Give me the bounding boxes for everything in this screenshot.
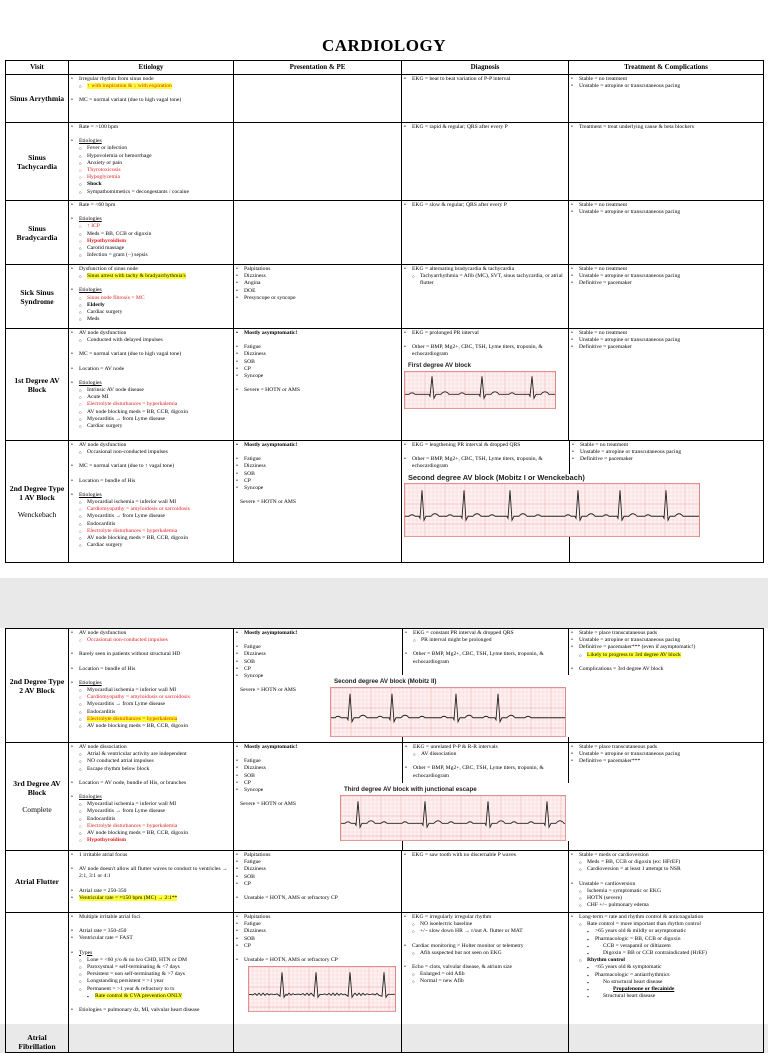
etiology-item: • Etiologies xyxy=(77,287,231,294)
etiology-item: ○ Meds xyxy=(85,316,231,323)
etiology-cell xyxy=(69,441,234,563)
presentation-item: • SOB xyxy=(242,936,399,943)
presentation-item: Severe = HOTN or AMS xyxy=(240,499,296,506)
presentation-item: • Fatigue xyxy=(242,921,399,928)
treatment-item: • Definitive = pacemaker xyxy=(578,456,762,463)
ekg-figure xyxy=(330,675,570,737)
treatment-item: • Unstable = atropine or transcutaneous pacing xyxy=(577,209,761,216)
presentation-item: • SOB xyxy=(242,874,399,881)
etiology-item: • Multiple irritable atrial foci xyxy=(77,914,231,921)
treatment-item: • Stable = no treatment xyxy=(578,442,762,449)
etiology-item: • Location = AV node, bundle of His, or branches xyxy=(77,780,231,787)
visit-cell: Sinus Arrythmia xyxy=(6,75,69,123)
etiology-item: ○ Electrolyte disturbances = hyperkalemia xyxy=(85,401,231,408)
etiology-item: ○ Carotid massage xyxy=(85,245,231,252)
presentation-item: • Dizziness xyxy=(242,463,399,470)
etiology-item: ○ Thyrotoxicosis xyxy=(85,167,231,174)
ekg-caption: Third degree AV block with junctional escape xyxy=(344,786,477,793)
etiology-item: • MC = normal variant (due to ↑ vagal tone) xyxy=(77,463,231,470)
etiology-item: • AV node doesn't allow all flutter waves to conduct to ventricles → 2:1, 3:1 or 4:1 xyxy=(77,866,231,880)
etiology-item: ○ Hypothyroidism xyxy=(85,238,231,245)
diagnosis-item: ○ AV dissociation xyxy=(419,751,565,758)
presentation-item: • Fatigue xyxy=(242,859,399,866)
diagnosis-item: • EKG = prolonged PR interval xyxy=(410,330,566,337)
visit-cell: Sinus Tachycardia xyxy=(6,123,69,201)
presentation-cell xyxy=(234,201,402,265)
presentation-item: • Dizziness xyxy=(242,928,399,935)
presentation-item: • SOB xyxy=(242,773,398,780)
treatment-cell xyxy=(569,201,764,265)
etiology-item: Ventricular rate = ≈150 bpm (MC) → 2:1** xyxy=(79,894,178,901)
diagnosis-item: • Other = BMP, Mg2+, CBC, TSH, Lyme titers, troponin, & echocardiogram xyxy=(410,456,566,470)
diagnosis-item: ○ +/− slow down HR → r/out A. flutter or MAT xyxy=(418,928,566,935)
presentation-item: Severe = HOTN or AMS xyxy=(240,801,296,808)
etiology-item: ○ Myocardial ischemia = inferior wall MI xyxy=(85,499,231,506)
etiology-item: • Dysfunction of sinus node xyxy=(77,266,231,273)
treatment-cell xyxy=(569,629,764,743)
presentation-item: • Mostly asymptomatic! xyxy=(242,630,398,637)
diagnosis-cell xyxy=(402,123,569,201)
ekg-figure xyxy=(340,783,570,841)
diagnosis-item: ○ Normal = new Afib xyxy=(418,978,566,985)
treatment-cell xyxy=(569,75,764,123)
header-diagnosis: Diagnosis xyxy=(402,61,569,75)
ekg-figure xyxy=(404,474,704,537)
diagnosis-cell xyxy=(402,75,569,123)
treatment-item: ▪ CCB = verapamil or diltiazem xyxy=(593,943,761,950)
etiology-item: ○ Meds = BB, CCB or digoxin xyxy=(85,231,231,238)
treatment-item: ▪ Pharmacologic = BB, CCB or digoxin xyxy=(593,936,761,943)
etiology-item: • Etiologies xyxy=(77,680,231,687)
visit-cell xyxy=(6,743,69,851)
etiology-item: • Etiologies xyxy=(77,794,231,801)
etiology-item: ○ Cardiac surgery xyxy=(85,309,231,316)
etiology-item: • Types xyxy=(77,950,231,957)
cardiology-table-continued xyxy=(5,628,764,1053)
visit-cell: Sick Sinus Syndrome xyxy=(6,265,69,329)
etiology-item: • Location = bundle of His xyxy=(77,478,231,485)
diagnosis-cell xyxy=(402,329,569,441)
page-2 xyxy=(0,628,768,1051)
presentation-item: • CP xyxy=(242,478,399,485)
presentation-item: • Syncope xyxy=(242,373,399,380)
etiology-item: ○ Atrial & ventricular activity are independent xyxy=(85,751,231,758)
etiology-item: ○ Myocardial ischemia = inferior wall MI xyxy=(85,801,231,808)
visit-cell: Atrial Flutter xyxy=(6,851,69,913)
page-title: CARDIOLOGY xyxy=(321,36,446,55)
diagnosis-item: ○ NO isoelectric baseline xyxy=(418,921,566,928)
etiology-item: ○ Myocardial ischemia = inferior wall MI xyxy=(85,687,231,694)
etiology-item: ○ Permanent = >1 year & refractory to tx xyxy=(85,986,231,993)
etiology-item: ○ Myocarditis → from Lyme disease xyxy=(85,416,231,423)
treatment-item: • Unstable = atropine or transcutaneous pacing xyxy=(577,751,761,758)
treatment-item: • Unstable = atropine or transcutaneous pacing xyxy=(577,83,761,90)
etiology-item: ○ Sinus node fibrosis = MC xyxy=(85,295,231,302)
presentation-item: • Dizziness xyxy=(242,351,399,358)
treatment-cell xyxy=(569,913,764,1053)
treatment-cell xyxy=(569,851,764,913)
treatment-item: ○ HOTN (severe) xyxy=(585,895,761,902)
etiology-item: ○ Conducted with delayed impulses xyxy=(85,337,231,344)
etiology-item: ○ Lone = <60 y/o & no h/o CHD, HTN or DM xyxy=(85,957,231,964)
etiology-item: ○ Occasional non-conducted impulses xyxy=(85,637,231,644)
presentation-item: • Syncope xyxy=(242,787,398,794)
diagnosis-item: • Other = BMP, Mg2+, CBC, TSH, Lyme titers, troponin, & echocardiogram xyxy=(411,651,565,665)
treatment-item: • Stable = no treatment xyxy=(577,330,761,337)
etiology-item: ○ AV node blocking meds = BB, CCB, digoxin xyxy=(85,723,231,730)
treatment-item: • Definitive = pacemaker*** xyxy=(577,758,761,765)
presentation-cell xyxy=(234,629,569,743)
treatment-item: • Definitive = pacemaker xyxy=(577,344,761,351)
etiology-item: • Location = AV node xyxy=(77,366,231,373)
cardiology-table xyxy=(5,60,764,563)
presentation-cell xyxy=(234,123,402,201)
etiology-item: ↑ with inspiration & ↓ with expiration xyxy=(87,83,172,90)
presentation-item: • Severe = HOTN or AMS xyxy=(242,387,399,394)
ekg-figure xyxy=(248,966,399,1012)
treatment-item: ○ Ischemia = symptomatic or EKG xyxy=(585,888,761,895)
etiology-item: • Atrial rate = 350-450 xyxy=(77,928,231,935)
diagnosis-cell xyxy=(402,851,569,913)
visit-title: 3rd Degree AV Block xyxy=(13,779,61,797)
presentation-item: • Palpitations xyxy=(242,914,399,921)
etiology-cell xyxy=(69,75,234,123)
header-visit: Visit xyxy=(6,61,69,75)
row-sinus-bradycardia xyxy=(6,201,764,265)
treatment-item: • Stable = meds or cardioversion xyxy=(577,852,761,859)
treatment-item: ▪ Pharmacologic = antiarrhythmics xyxy=(593,972,761,979)
presentation-item: • Mostly asymptomatic! xyxy=(242,744,398,751)
treatment-item: • Stable = no treatment xyxy=(577,202,761,209)
visit-cell: 2nd Degree Type 2 AV Block xyxy=(6,629,69,743)
ekg-strip xyxy=(248,966,396,1012)
etiology-item: • Location = bundle of His xyxy=(77,666,231,673)
treatment-item: • Unstable = atropine or transcutaneous pacing xyxy=(577,273,761,280)
treatment-item: ○ CHF +/− pulmonary edema xyxy=(585,902,761,909)
diagnosis-item: • EKG = saw tooth with no discernable P waves xyxy=(410,852,566,859)
treatment-item: ○ Cardioversion = at least 1 attempt to NSR xyxy=(585,866,761,873)
diagnosis-cell xyxy=(402,913,569,1053)
visit-subtitle: Wenckebach xyxy=(17,510,57,519)
etiology-item: ○ Sympathomimetics = decongestants / cocaine xyxy=(85,189,231,196)
etiology-item: • Atrial rate = 250-350 xyxy=(77,888,231,895)
header-etiology: Etiology xyxy=(69,61,234,75)
row-sick-sinus xyxy=(6,265,764,329)
etiology-item: • AV node dysfunction xyxy=(77,630,231,637)
etiology-item: ○ Cardiomyopathy = amyloidosis or sarcoidosis xyxy=(85,506,231,513)
etiology-item: ○ Shock xyxy=(85,181,231,188)
etiology-item: ○ AV node blocking meds = BB, CCB, digoxin xyxy=(85,535,231,542)
diagnosis-item: • EKG = rapid & regular; QRS after every P xyxy=(410,124,566,131)
etiology-item: ○ Longstanding persistent = >1 year xyxy=(85,978,231,985)
presentation-item: • SOB xyxy=(242,659,398,666)
header-presentation: Presentation & PE xyxy=(234,61,402,75)
diagnosis-item: • EKG = slow & regular; QRS after every P xyxy=(410,202,566,209)
etiology-item: ○ Electrolyte disturbances = hyperkalemia xyxy=(85,528,231,535)
presentation-cell xyxy=(234,441,402,563)
row-sinus-tachycardia xyxy=(6,123,764,201)
presentation-item: • Syncope xyxy=(242,673,398,680)
diagnosis-item: ○ Tachyarrhythmia = Afib (MC), SVT, sinus tachycardia, or atrial flutter xyxy=(418,273,566,287)
etiology-item: • MC = normal variant (due to high vagal tone) xyxy=(77,351,231,358)
presentation-item: • CP xyxy=(242,780,398,787)
presentation-item: • CP xyxy=(242,366,399,373)
treatment-item: • Long-term = rate and rhythm control & anticoagulation xyxy=(577,914,761,921)
treatment-item: • Definitive = pacemaker*** (even if asymptomatic!) xyxy=(577,644,761,651)
ekg-strip xyxy=(404,483,700,537)
etiology-item: • AV node dysfunction xyxy=(77,330,231,337)
etiology-cell xyxy=(69,913,234,1053)
presentation-item: • Fatigue xyxy=(242,456,399,463)
etiology-item: ○ Cardiac surgery xyxy=(85,542,231,549)
presentation-item: • SOB xyxy=(242,359,399,366)
treatment-item: ○ Rate control = more important than rhythm control xyxy=(585,921,761,928)
treatment-item: ▪ No structural heart disease xyxy=(593,979,761,986)
presentation-item: • Dizziness xyxy=(242,273,399,280)
etiology-cell xyxy=(69,851,234,913)
ekg-trace xyxy=(405,376,555,398)
visit-cell: Atrial Fibrillation xyxy=(6,913,69,1053)
diagnosis-item: ○ PR interval might be prolonged xyxy=(419,637,565,644)
etiology-item: ○ Hypothyroidism xyxy=(85,837,231,844)
treatment-item: Likely to progress to 3rd degree AV block xyxy=(587,651,681,658)
etiology-cell xyxy=(69,123,234,201)
etiology-item: • Rate = <60 bpm xyxy=(77,202,231,209)
etiology-item: ○ AV node blocking meds = BB, CCB, digoxin xyxy=(85,409,231,416)
row-first-degree-av-block xyxy=(6,329,764,441)
treatment-item: • Stable = place transcutaneous pads xyxy=(577,744,761,751)
ekg-caption: Second degree AV block (Mobitz I or Wenckebach) xyxy=(408,472,585,482)
etiology-item: Rate control & CVA prevention ONLY xyxy=(95,992,183,999)
ekg-strip xyxy=(404,371,556,409)
etiology-item: ○ NO conducted atrial impulses xyxy=(85,758,231,765)
etiology-item: • MC = normal variant (due to high vagal tone) xyxy=(77,97,231,104)
treatment-item: • Stable = no treatment xyxy=(577,76,761,83)
presentation-item: • CP xyxy=(242,666,398,673)
row-second-degree-type1 xyxy=(6,441,764,563)
etiology-item: • 1 irritable atrial focus xyxy=(77,852,231,859)
etiology-item: ○ Cardiomyopathy = amyloidosis or sarcoidosis xyxy=(85,694,231,701)
treatment-item: • Unstable = cardioversion xyxy=(577,881,761,888)
diagnosis-item: • EKG = irregularly irregular rhythm xyxy=(410,914,566,921)
etiology-item: ○ Infection = gram (−) sepsis xyxy=(85,252,231,259)
etiology-item: • Etiologies xyxy=(77,492,231,499)
diagnosis-item: • EKG = constant PR interval & dropped QRS xyxy=(411,630,565,637)
etiology-cell xyxy=(69,743,234,851)
etiology-item: ○ Myocarditis → from Lyme disease xyxy=(85,701,231,708)
presentation-cell xyxy=(234,851,402,913)
header-row xyxy=(6,61,764,75)
treatment-item: • Unstable = atropine or transcutaneous pacing xyxy=(578,449,762,456)
ekg-figure xyxy=(404,362,566,409)
diagnosis-item: • Cardiac monitoring = Holter monitor or telemetry xyxy=(410,943,566,950)
presentation-item: • Angina xyxy=(242,280,399,287)
etiology-item: ○ Paroxysmal = self-terminating & <7 days xyxy=(85,964,231,971)
row-second-degree-type2 xyxy=(6,629,764,743)
presentation-item: • Mostly asymptomatic! xyxy=(242,330,399,337)
row-atrial-flutter xyxy=(6,851,764,913)
treatment-item: ▪ <65 years old & symptomatic xyxy=(593,964,761,971)
etiology-item: ○ Hypoglycemia xyxy=(85,174,231,181)
treatment-cell xyxy=(569,743,764,851)
etiology-item: ○ Endocarditis xyxy=(85,709,231,716)
diagnosis-item: • Other = BMP, Mg2+, CBC, TSH, Lyme titers, troponin, & echocardiogram xyxy=(410,344,566,358)
visit-title: 2nd Degree Type 1 AV Block xyxy=(9,484,65,502)
presentation-cell xyxy=(234,265,402,329)
ekg-strip xyxy=(340,795,566,841)
presentation-cell xyxy=(234,75,402,123)
etiology-cell xyxy=(69,629,234,743)
treatment-item: • Unstable = atropine or transcutaneous pacing xyxy=(577,337,761,344)
row-third-degree-av-block xyxy=(6,743,764,851)
etiology-item: ○ Endocarditis xyxy=(85,816,231,823)
diagnosis-item: • EKG = beat to beat variation of P-P interval xyxy=(410,76,566,83)
presentation-item: • Dizziness xyxy=(242,765,398,772)
etiology-item: • Rarely seen in patients without structural HD xyxy=(77,651,231,658)
diagnosis-cell xyxy=(402,265,569,329)
etiology-item: ○ Fever or infection xyxy=(85,145,231,152)
treatment-item: • Definitive = pacemaker xyxy=(577,280,761,287)
etiology-item: ○ Elderly xyxy=(85,302,231,309)
presentation-item: • Fatigue xyxy=(242,344,399,351)
treatment-item: • Complications = 3rd degree AV block xyxy=(577,666,761,673)
treatment-item: ▪ Propafenone or flecainide xyxy=(593,986,761,993)
diagnosis-item: ○ Afib suspected but not seen on EKG xyxy=(418,950,566,957)
presentation-item: • CP xyxy=(242,881,399,888)
treatment-item: • Treatment = treat underlying cause & beta blockers xyxy=(577,124,761,131)
treatment-item: • Stable = place transcutaneous pads xyxy=(577,630,761,637)
ekg-caption: Second degree AV block (Mobitz II) xyxy=(334,678,437,685)
etiology-item: • Irregular rhythm from sinus node xyxy=(77,76,231,83)
diagnosis-cell xyxy=(402,201,569,265)
etiology-item: ○ Hypovolemia or hemorrhage xyxy=(85,153,231,160)
etiology-cell xyxy=(69,265,234,329)
etiology-item: Electrolyte disturbances = hyperkalemia xyxy=(87,715,178,722)
etiology-item: ○ Persistent = non self-terminating & >7 days xyxy=(85,971,231,978)
etiology-item: • Etiologies xyxy=(77,138,231,145)
treatment-cell xyxy=(569,123,764,201)
presentation-item: • Palpitations xyxy=(242,852,399,859)
presentation-item: • Fatigue xyxy=(242,644,398,651)
presentation-cell xyxy=(234,329,402,441)
presentation-item: • CP xyxy=(242,943,399,950)
etiology-cell xyxy=(69,201,234,265)
ekg-caption: First degree AV block xyxy=(408,361,471,369)
presentation-item: • Fatigue xyxy=(242,758,398,765)
treatment-item: ○ Rhythm control xyxy=(585,957,761,964)
etiology-item: ○ Myocarditis → from Lyme disease xyxy=(85,513,231,520)
etiology-item: • Etiologies xyxy=(77,216,231,223)
treatment-cell xyxy=(569,265,764,329)
diagnosis-item: • Echo = clots, valvular disease, & atrium size xyxy=(410,964,566,971)
etiology-item: • Rate = >100 bpm xyxy=(77,124,231,131)
presentation-item: • Unstable = HOTN, AMS or refractory CP xyxy=(242,895,399,902)
presentation-item: • DOE xyxy=(242,288,399,295)
presentation-item: Severe = HOTN or AMS xyxy=(240,687,296,694)
etiology-item: ○ AV node blocking meds = BB, CCB, digoxin xyxy=(85,830,231,837)
etiology-item: • Ventricular rate = FAST xyxy=(77,935,231,942)
diagnosis-cell xyxy=(402,441,764,563)
etiology-item: ○ Occasional non-conducted impulses xyxy=(85,449,231,456)
row-sinus-arrhythmia xyxy=(6,75,764,123)
diagnosis-item: • EKG = lengthening PR interval & dropped QRS xyxy=(410,442,566,449)
row-atrial-fibrillation xyxy=(6,913,764,1053)
etiology-item: • AV node dissociation xyxy=(77,744,231,751)
visit-subtitle: Complete xyxy=(22,805,52,814)
treatment-item: • Stable = no treatment xyxy=(577,266,761,273)
visit-cell: 1st Degree AV Block xyxy=(6,329,69,441)
etiology-item: ○ Acute MI xyxy=(85,394,231,401)
presentation-item: • Mostly asymptomatic! xyxy=(242,442,399,449)
presentation-cell xyxy=(234,913,402,1053)
etiology-cell xyxy=(69,329,234,441)
treatment-item: ▪ >65 years old & mildly or asymptomatic xyxy=(593,928,761,935)
etiology-item: ○ Intrinsic AV node disease xyxy=(85,387,231,394)
diagnosis-item: • Other = BMP, Mg2+, CBC, TSH, Lyme titers, troponin, & echocardiogram xyxy=(411,765,565,779)
presentation-cell xyxy=(234,743,569,851)
etiology-item: ○ ↑ ICP xyxy=(85,223,231,230)
presentation-item: • Presyncope or syncope xyxy=(242,295,399,302)
etiology-item: Sinus arrest with tachy & bradyarrhythmia's xyxy=(87,273,186,280)
etiology-item: • Etiologies = pulmonary dz, MI, valvular heart disease xyxy=(77,1007,231,1014)
presentation-item: • Syncope xyxy=(242,485,399,492)
etiology-item: ○ Anxiety or pain xyxy=(85,160,231,167)
presentation-item: • Unstable = HOTN, AMS or refractory CP xyxy=(242,957,399,964)
treatment-cell xyxy=(569,329,764,441)
etiology-item: ○ Endocarditis xyxy=(85,521,231,528)
diagnosis-item: • EKG = alternating bradycardia & tachycardia xyxy=(410,266,566,273)
diagnosis-item: • EKG = unrelated P-P & R-R intervals xyxy=(411,744,565,751)
ekg-strip xyxy=(330,687,566,737)
etiology-item: ○ Cardiac surgery xyxy=(85,423,231,430)
visit-cell: Sinus Bradycardia xyxy=(6,201,69,265)
treatment-item: ○ Meds = BB, CCB or digoxin (ex: HFrEF) xyxy=(585,859,761,866)
treatment-item: • Unstable = atropine or transcutaneous pacing xyxy=(577,637,761,644)
etiology-item: • AV node dysfunction xyxy=(77,442,231,449)
etiology-item: ○ Escape rhythm below block xyxy=(85,766,231,773)
etiology-item: ○ Myocarditis → from Lyme disease xyxy=(85,808,231,815)
treatment-item: ▪ Structural heart disease xyxy=(593,993,761,1000)
diagnosis-item: ○ Enlarged = old Afib xyxy=(418,971,566,978)
header-treatment: Treatment & Complications xyxy=(569,61,764,75)
etiology-item: ○ Electrolyte disturbances = hyperkalemia xyxy=(85,823,231,830)
presentation-item: • SOB xyxy=(242,471,399,478)
treatment-item: ▪ Digoxin = BB or CCB contraindicated (HrEF) xyxy=(593,950,761,957)
presentation-item: • Palpitations xyxy=(242,266,399,273)
visit-cell xyxy=(6,441,69,563)
presentation-item: • Dizziness xyxy=(242,866,399,873)
etiology-item: • Etiologies xyxy=(77,380,231,387)
presentation-item: • Dizziness xyxy=(242,651,398,658)
